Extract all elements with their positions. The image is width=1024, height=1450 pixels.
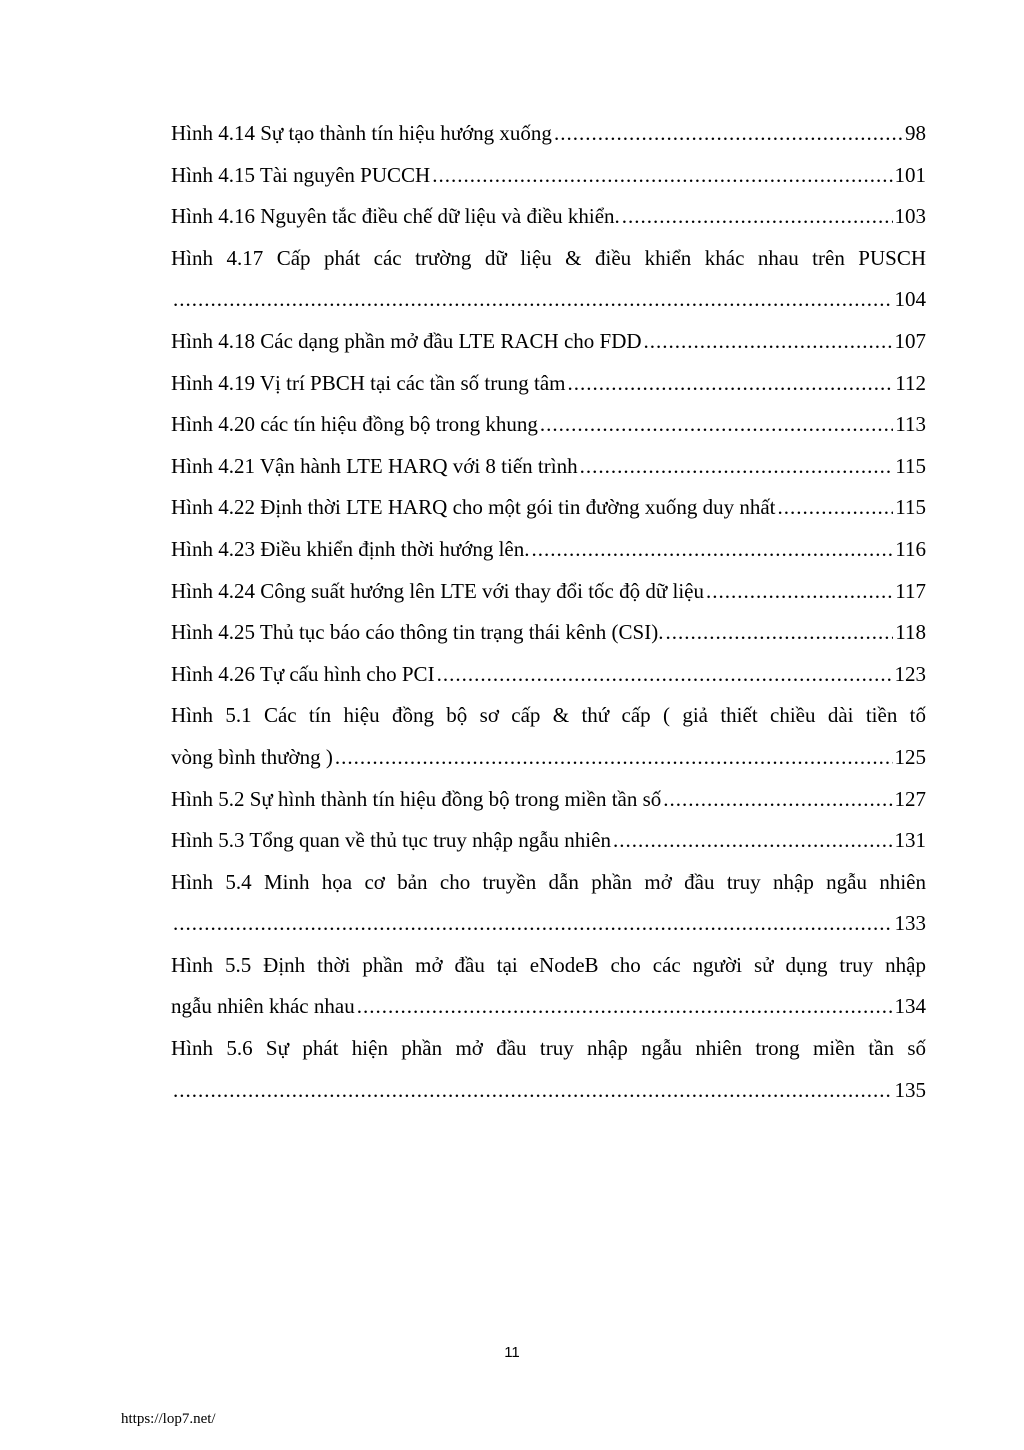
toc-entry-row: [171, 737, 926, 779]
toc-entry-page: 107: [894, 328, 926, 353]
toc-entry: [171, 238, 926, 321]
toc-entry-page: 113: [895, 412, 926, 437]
toc-entry-page: 134: [894, 994, 926, 1019]
toc-entry-text-line: Hình 5.5 Định thời phần mở đầu tại eNodeB cho các người sử dụng truy nhập: [171, 952, 926, 977]
toc-entry-text-line: Hình 4.17 Cấp phát các trường dữ liệu & điều khiển khác nhau trên PUSCH: [171, 245, 926, 270]
toc-entry: [171, 321, 926, 363]
toc-entry-page: 133: [894, 911, 926, 936]
toc-entry-page: 115: [895, 495, 926, 520]
toc-entry-row: [171, 487, 926, 529]
toc-entry: [171, 363, 926, 405]
toc-entry: [171, 487, 926, 529]
toc-entry-row: [171, 363, 926, 405]
toc-entry-title: Hình 4.15 Tài nguyên PUCCH: [171, 162, 431, 187]
toc-entry-row: [171, 571, 926, 613]
dot-leader: [554, 113, 903, 155]
toc-entry-row: [171, 113, 926, 155]
toc-entry-page: 104: [894, 287, 926, 312]
toc-entry-page: 127: [894, 786, 926, 811]
toc-entry-title: Hình 5.3 Tổng quan về thủ tục truy nhập ngẫu nhiên: [171, 828, 611, 853]
dot-leader: [357, 986, 893, 1028]
dot-leader: [540, 404, 893, 446]
dot-leader: [432, 155, 892, 197]
toc-entry: [171, 571, 926, 613]
dot-leader: [706, 571, 893, 613]
toc-entry-title: vòng bình thường ): [171, 744, 333, 769]
toc-entry-text-line: Hình 5.4 Minh họa cơ bản cho truyền dẫn phần mở đầu truy nhập ngẫu nhiên: [171, 869, 926, 894]
toc-entry-page: 112: [895, 370, 926, 395]
toc-entry-row: [171, 820, 926, 862]
toc-entry-title: Hình 4.25 Thủ tục báo cáo thông tin trạng thái kênh (CSI).: [171, 620, 664, 645]
dot-leader: [663, 779, 892, 821]
toc-entry: [171, 654, 926, 696]
dot-leader: [173, 1070, 893, 1112]
dot-leader: [613, 820, 893, 862]
toc-entry: [171, 446, 926, 488]
dot-leader: [665, 612, 893, 654]
toc-entry-row: [171, 903, 926, 945]
toc-entry: [171, 862, 926, 945]
toc-entry-row: [171, 404, 926, 446]
page-number: 11: [504, 1344, 520, 1361]
toc-entry-row: [171, 612, 926, 654]
dot-leader: [568, 363, 894, 405]
toc-entry-title: ngẫu nhiên khác nhau: [171, 994, 355, 1019]
dot-leader: [622, 196, 893, 238]
figure-list: [171, 113, 926, 1111]
dot-leader: [335, 737, 893, 779]
toc-entry-page: 118: [895, 620, 926, 645]
toc-entry-text-line: Hình 5.6 Sự phát hiện phần mở đầu truy nhập ngẫu nhiên trong miền tần số: [171, 1036, 926, 1061]
toc-entry-row: [171, 654, 926, 696]
toc-entry-title: Hình 4.23 Điều khiển định thời hướng lên.: [171, 536, 530, 561]
toc-entry-page: 116: [895, 536, 926, 561]
toc-entry-title: Hình 4.26 Tự cấu hình cho PCI: [171, 661, 435, 686]
toc-entry-page: 103: [894, 204, 926, 229]
toc-entry-page: 98: [905, 121, 926, 145]
dot-leader: [173, 903, 893, 945]
toc-entry-page: 135: [894, 1077, 926, 1102]
toc-entry-row: [171, 1070, 926, 1112]
toc-entry-row: [171, 279, 926, 321]
toc-entry-title: Hình 4.18 Các dạng phần mở đầu LTE RACH cho FDD: [171, 328, 642, 353]
toc-entry: [171, 695, 926, 778]
footer-url: https://lop7.net/: [121, 1411, 216, 1427]
toc-entry: [171, 945, 926, 1028]
toc-entry-page: 131: [894, 828, 926, 853]
toc-entry: [171, 1028, 926, 1111]
toc-entry-page: 123: [894, 661, 926, 686]
toc-entry: [171, 820, 926, 862]
toc-entry-title: Hình 4.20 các tín hiệu đồng bộ trong khung: [171, 412, 538, 437]
toc-entry: [171, 113, 926, 155]
toc-entry-title: Hình 4.16 Nguyên tắc điều chế dữ liệu và điều khiển.: [171, 204, 620, 229]
toc-entry-row: [171, 155, 926, 197]
toc-entry: [171, 612, 926, 654]
toc-entry-page: 101: [894, 162, 926, 187]
toc-entry-row: [171, 446, 926, 488]
toc-entry-row: [171, 986, 926, 1028]
toc-entry-row: [171, 529, 926, 571]
toc-entry-page: 117: [895, 578, 926, 603]
toc-entry-title: Hình 4.24 Công suất hướng lên LTE với thay đổi tốc độ dữ liệu: [171, 578, 704, 603]
toc-entry-title: Hình 4.22 Định thời LTE HARQ cho một gói tin đường xuống duy nhất: [171, 495, 776, 520]
toc-entry-row: [171, 779, 926, 821]
toc-entry-text-line: Hình 5.1 Các tín hiệu đồng bộ sơ cấp & thứ cấp ( giả thiết chiều dài tiền tố: [171, 703, 926, 728]
toc-entry-page: 125: [894, 744, 926, 769]
toc-entry: [171, 196, 926, 238]
toc-entry: [171, 779, 926, 821]
dot-leader: [644, 321, 893, 363]
toc-entry-page: 115: [895, 453, 926, 478]
dot-leader: [437, 654, 893, 696]
dot-leader: [777, 487, 893, 529]
toc-entry-title: Hình 4.21 Vận hành LTE HARQ với 8 tiến trình: [171, 453, 578, 478]
dot-leader: [531, 529, 893, 571]
toc-entry-row: [171, 196, 926, 238]
toc-entry-title: Hình 4.19 Vị trí PBCH tại các tần số trung tâm: [171, 370, 566, 395]
dot-leader: [580, 446, 894, 488]
toc-entry-row: [171, 321, 926, 363]
toc-entry: [171, 155, 926, 197]
toc-entry-title: Hình 5.2 Sự hình thành tín hiệu đồng bộ trong miền tần số: [171, 786, 662, 811]
toc-entry: [171, 404, 926, 446]
toc-entry: [171, 529, 926, 571]
dot-leader: [173, 279, 893, 321]
toc-entry-title: Hình 4.14 Sự tạo thành tín hiệu hướng xuống: [171, 121, 552, 145]
